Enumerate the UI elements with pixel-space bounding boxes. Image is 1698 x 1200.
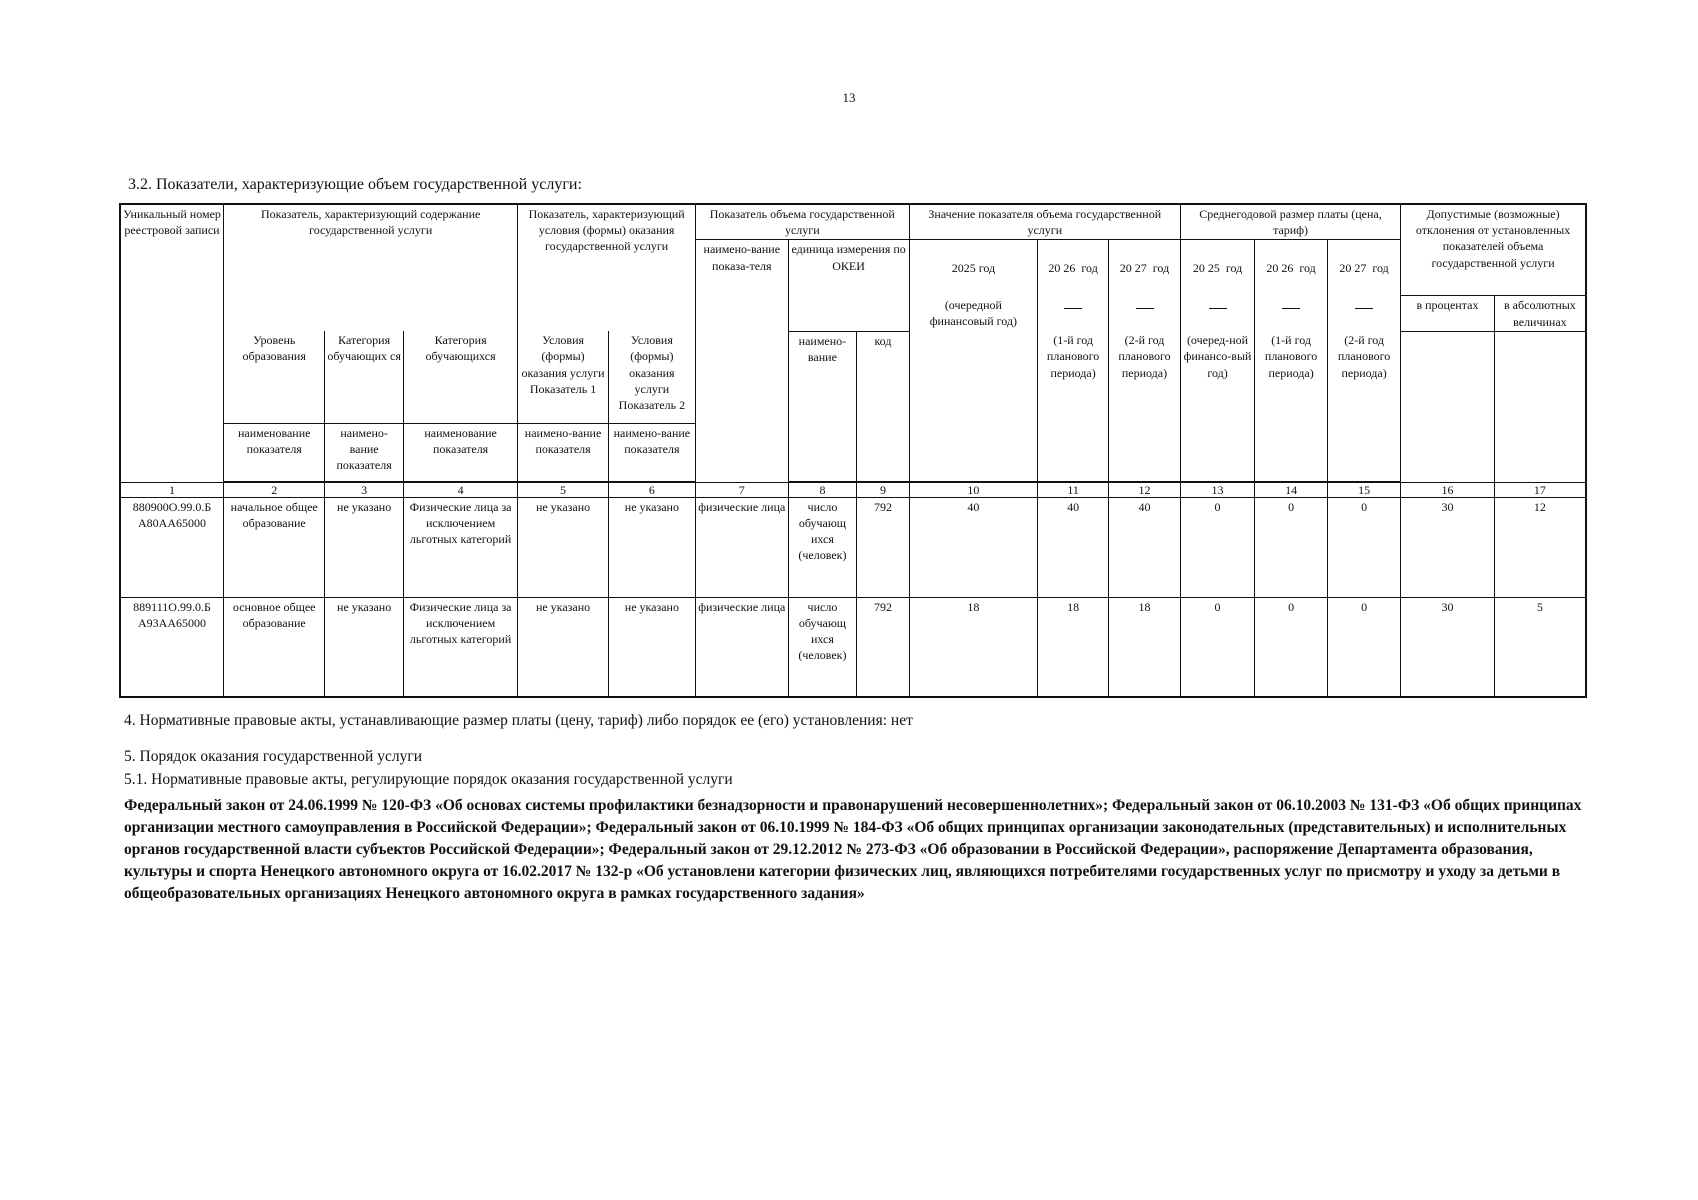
header-conditions-indicator: Показатель, характеризующий условия (формы) оказания государственной услуги [518, 204, 696, 331]
header-indicator-name-5: наимено-вание показателя [608, 423, 695, 481]
column-number-6: 6 [608, 482, 695, 497]
header-plan2-text: (2-й год планового периода) [1109, 331, 1181, 481]
cell-cond1: не указано [518, 597, 608, 697]
header-row-1 [120, 204, 1586, 240]
cell-f2027: 0 [1328, 597, 1401, 697]
header-category-1: Категория обучающих ся [325, 331, 403, 423]
page-number: 13 [842, 90, 856, 105]
header-plan2 [1109, 296, 1181, 331]
cell-unit: число обучающ ихся (человек) [788, 497, 857, 597]
cell-cat1: не указано [325, 597, 403, 697]
cell-cond2: не указано [608, 497, 695, 597]
cell-v2025: 40 [909, 497, 1038, 597]
column-number-12: 12 [1109, 482, 1181, 497]
cell-f2025: 0 [1180, 497, 1254, 597]
header-plan1b [1255, 296, 1328, 331]
header-level: Уровень образования [224, 331, 325, 423]
cell-level: начальное общее образование [224, 497, 325, 597]
header-condition-2: Условия (формы) оказания услуги Показатель 2 [608, 331, 695, 423]
header-year-2027: 20 27 год [1109, 240, 1181, 296]
cell-code: 792 [857, 597, 909, 697]
header-volume-indicator: Показатель объема государственной услуги [695, 204, 909, 240]
column-number-9: 9 [857, 482, 909, 497]
volume-indicators-table [119, 203, 1587, 698]
cell-vol_name: физические лица [695, 597, 788, 697]
header-indicator-name-1: наименование показателя [224, 423, 325, 481]
header-code: код [857, 331, 909, 481]
header-plan2b-text: (2-й год планового периода) [1328, 331, 1401, 481]
header-indicator-name-2: наимено-вание показателя [325, 423, 403, 481]
header-year-2026: 20 26 год [1038, 240, 1109, 296]
cell-f2026: 0 [1255, 597, 1328, 697]
header-percent: в процентах [1401, 296, 1495, 331]
section-5-1-title: 5.1. Нормативные правовые акты, регулирующие порядок оказания государственной услуги [124, 771, 733, 788]
table-row [120, 597, 1586, 697]
header-unit-name: наимено-вание [788, 331, 857, 481]
header-percent-body [1401, 331, 1495, 482]
table-row [120, 497, 1586, 597]
header-fee-year-2027: 20 27 год [1328, 240, 1401, 296]
header-plan1-text: (1-й год планового периода) [1038, 331, 1109, 481]
header-volume-value: Значение показателя объема государственной услуги [909, 204, 1180, 240]
section-5-title: 5. Порядок оказания государственной услуги [124, 748, 422, 765]
section-4-text: 4. Нормативные правовые акты, устанавливающие размер платы (цену, тариф) либо порядок ее (его) установления: нет [124, 712, 913, 729]
column-number-5: 5 [518, 482, 608, 497]
cell-vol_name: физические лица [695, 497, 788, 597]
column-number-13: 13 [1180, 482, 1254, 497]
cell-v2027: 40 [1109, 497, 1181, 597]
header-absolute: в абсолютных величинах [1494, 296, 1586, 331]
column-number-4: 4 [403, 482, 517, 497]
header-plan1 [1038, 296, 1109, 331]
cell-v2027: 18 [1109, 597, 1181, 697]
column-number-3: 3 [325, 482, 403, 497]
cell-v2026: 18 [1038, 597, 1109, 697]
header-indicator-name-3: наименование показателя [403, 423, 517, 481]
column-numbers-row [120, 482, 1586, 497]
header-plan2b [1328, 296, 1401, 331]
header-category-2: Категория обучающихся [403, 331, 517, 423]
cell-cond1: не указано [518, 497, 608, 597]
cell-v2026: 40 [1038, 497, 1109, 597]
header-next-fy: (очередной финансовый год) [909, 296, 1038, 331]
section-title: 3.2. Показатели, характеризующие объем государственной услуги: [128, 176, 582, 193]
header-absolute-body [1494, 331, 1586, 482]
cell-cat2: Физические лица за исключением льготных категорий [403, 497, 517, 597]
header-next-fy-sub [909, 331, 1038, 481]
header-content-indicator: Показатель, характеризующий содержание государственной услуги [224, 204, 518, 331]
header-average-fee: Среднегодовой размер платы (цена, тариф) [1180, 204, 1400, 240]
cell-code: 792 [857, 497, 909, 597]
header-row-4 [120, 331, 1586, 423]
column-number-17: 17 [1494, 482, 1586, 497]
header-indicator-name-4: наимено-вание показателя [518, 423, 608, 481]
section-5-1-text: Федеральный закон от 24.06.1999 № 120-ФЗ «Об основах системы профилактики безнадзорности и правонарушений несовершеннолетних»; Федеральный закон от 06.10.2003 № 131-ФЗ «Об общих принципах организации местного самоуправления в Российской Федерации»; Федеральный закон от 06.10.1999 № 184-ФЗ «Об общих принципах организации законодательных (представительных) и исполнительных органов государственной власти субъектов Российской Федерации»; Федеральный закон от 29.12.2012 № 273-ФЗ «Об образовании в Российской Федерации», распоряжение Департамента образования, культуры и спорта Ненецкого автономного округа от 16.02.2017 № 132-р «Об установлени категории физических лиц, являющихся потребителями государственных услуг по присмотру и уходу за детьми в общеобразовательных организациях Ненецкого автономного округа в рамках государственного задания» [124, 797, 1582, 902]
column-number-10: 10 [909, 482, 1038, 497]
cell-v2025: 18 [909, 597, 1038, 697]
header-unit-spacer [788, 296, 909, 331]
header-year-2025: 2025 год [909, 240, 1038, 296]
cell-abs: 5 [1494, 597, 1586, 697]
cell-f2027: 0 [1328, 497, 1401, 597]
column-number-16: 16 [1401, 482, 1495, 497]
cell-cat1: не указано [325, 497, 403, 597]
cell-cat2: Физические лица за исключением льготных категорий [403, 597, 517, 697]
header-volume-name: наимено-вание показа-теля [695, 240, 788, 482]
cell-unit: число обучающ ихся (человек) [788, 597, 857, 697]
header-plan1b-text: (1-й год планового периода) [1255, 331, 1328, 481]
header-fee-year-2025: 20 25 год [1180, 240, 1254, 296]
header-unit-okei: единица измерения по ОКЕИ [788, 240, 909, 296]
cell-pct: 30 [1401, 497, 1495, 597]
cell-level: основное общее образование [224, 597, 325, 697]
cell-pct: 30 [1401, 597, 1495, 697]
header-fee-year-2026: 20 26 год [1255, 240, 1328, 296]
cell-f2025: 0 [1180, 597, 1254, 697]
column-number-15: 15 [1328, 482, 1401, 497]
column-number-7: 7 [695, 482, 788, 497]
column-number-2: 2 [224, 482, 325, 497]
column-number-14: 14 [1255, 482, 1328, 497]
column-number-8: 8 [788, 482, 857, 497]
header-condition-1: Условия (формы) оказания услуги Показатель 1 [518, 331, 608, 423]
header-next-fy2 [1180, 296, 1254, 331]
column-number-1: 1 [120, 482, 224, 497]
header-next-fy2-text: (очеред-ной финансо-вый год) [1180, 331, 1254, 481]
cell-f2026: 0 [1255, 497, 1328, 597]
cell-abs: 12 [1494, 497, 1586, 597]
cell-id: 880900О.99.0.Б А80АА65000 [120, 497, 224, 597]
cell-cond2: не указано [608, 597, 695, 697]
header-allowed-deviation: Допустимые (возможные) отклонения от установленных показателей объема государственной услуги [1401, 204, 1586, 296]
column-number-11: 11 [1038, 482, 1109, 497]
cell-id: 889111О.99.0.Б А93АА65000 [120, 597, 224, 697]
header-unique-number: Уникальный номер реестровой записи [120, 204, 224, 482]
